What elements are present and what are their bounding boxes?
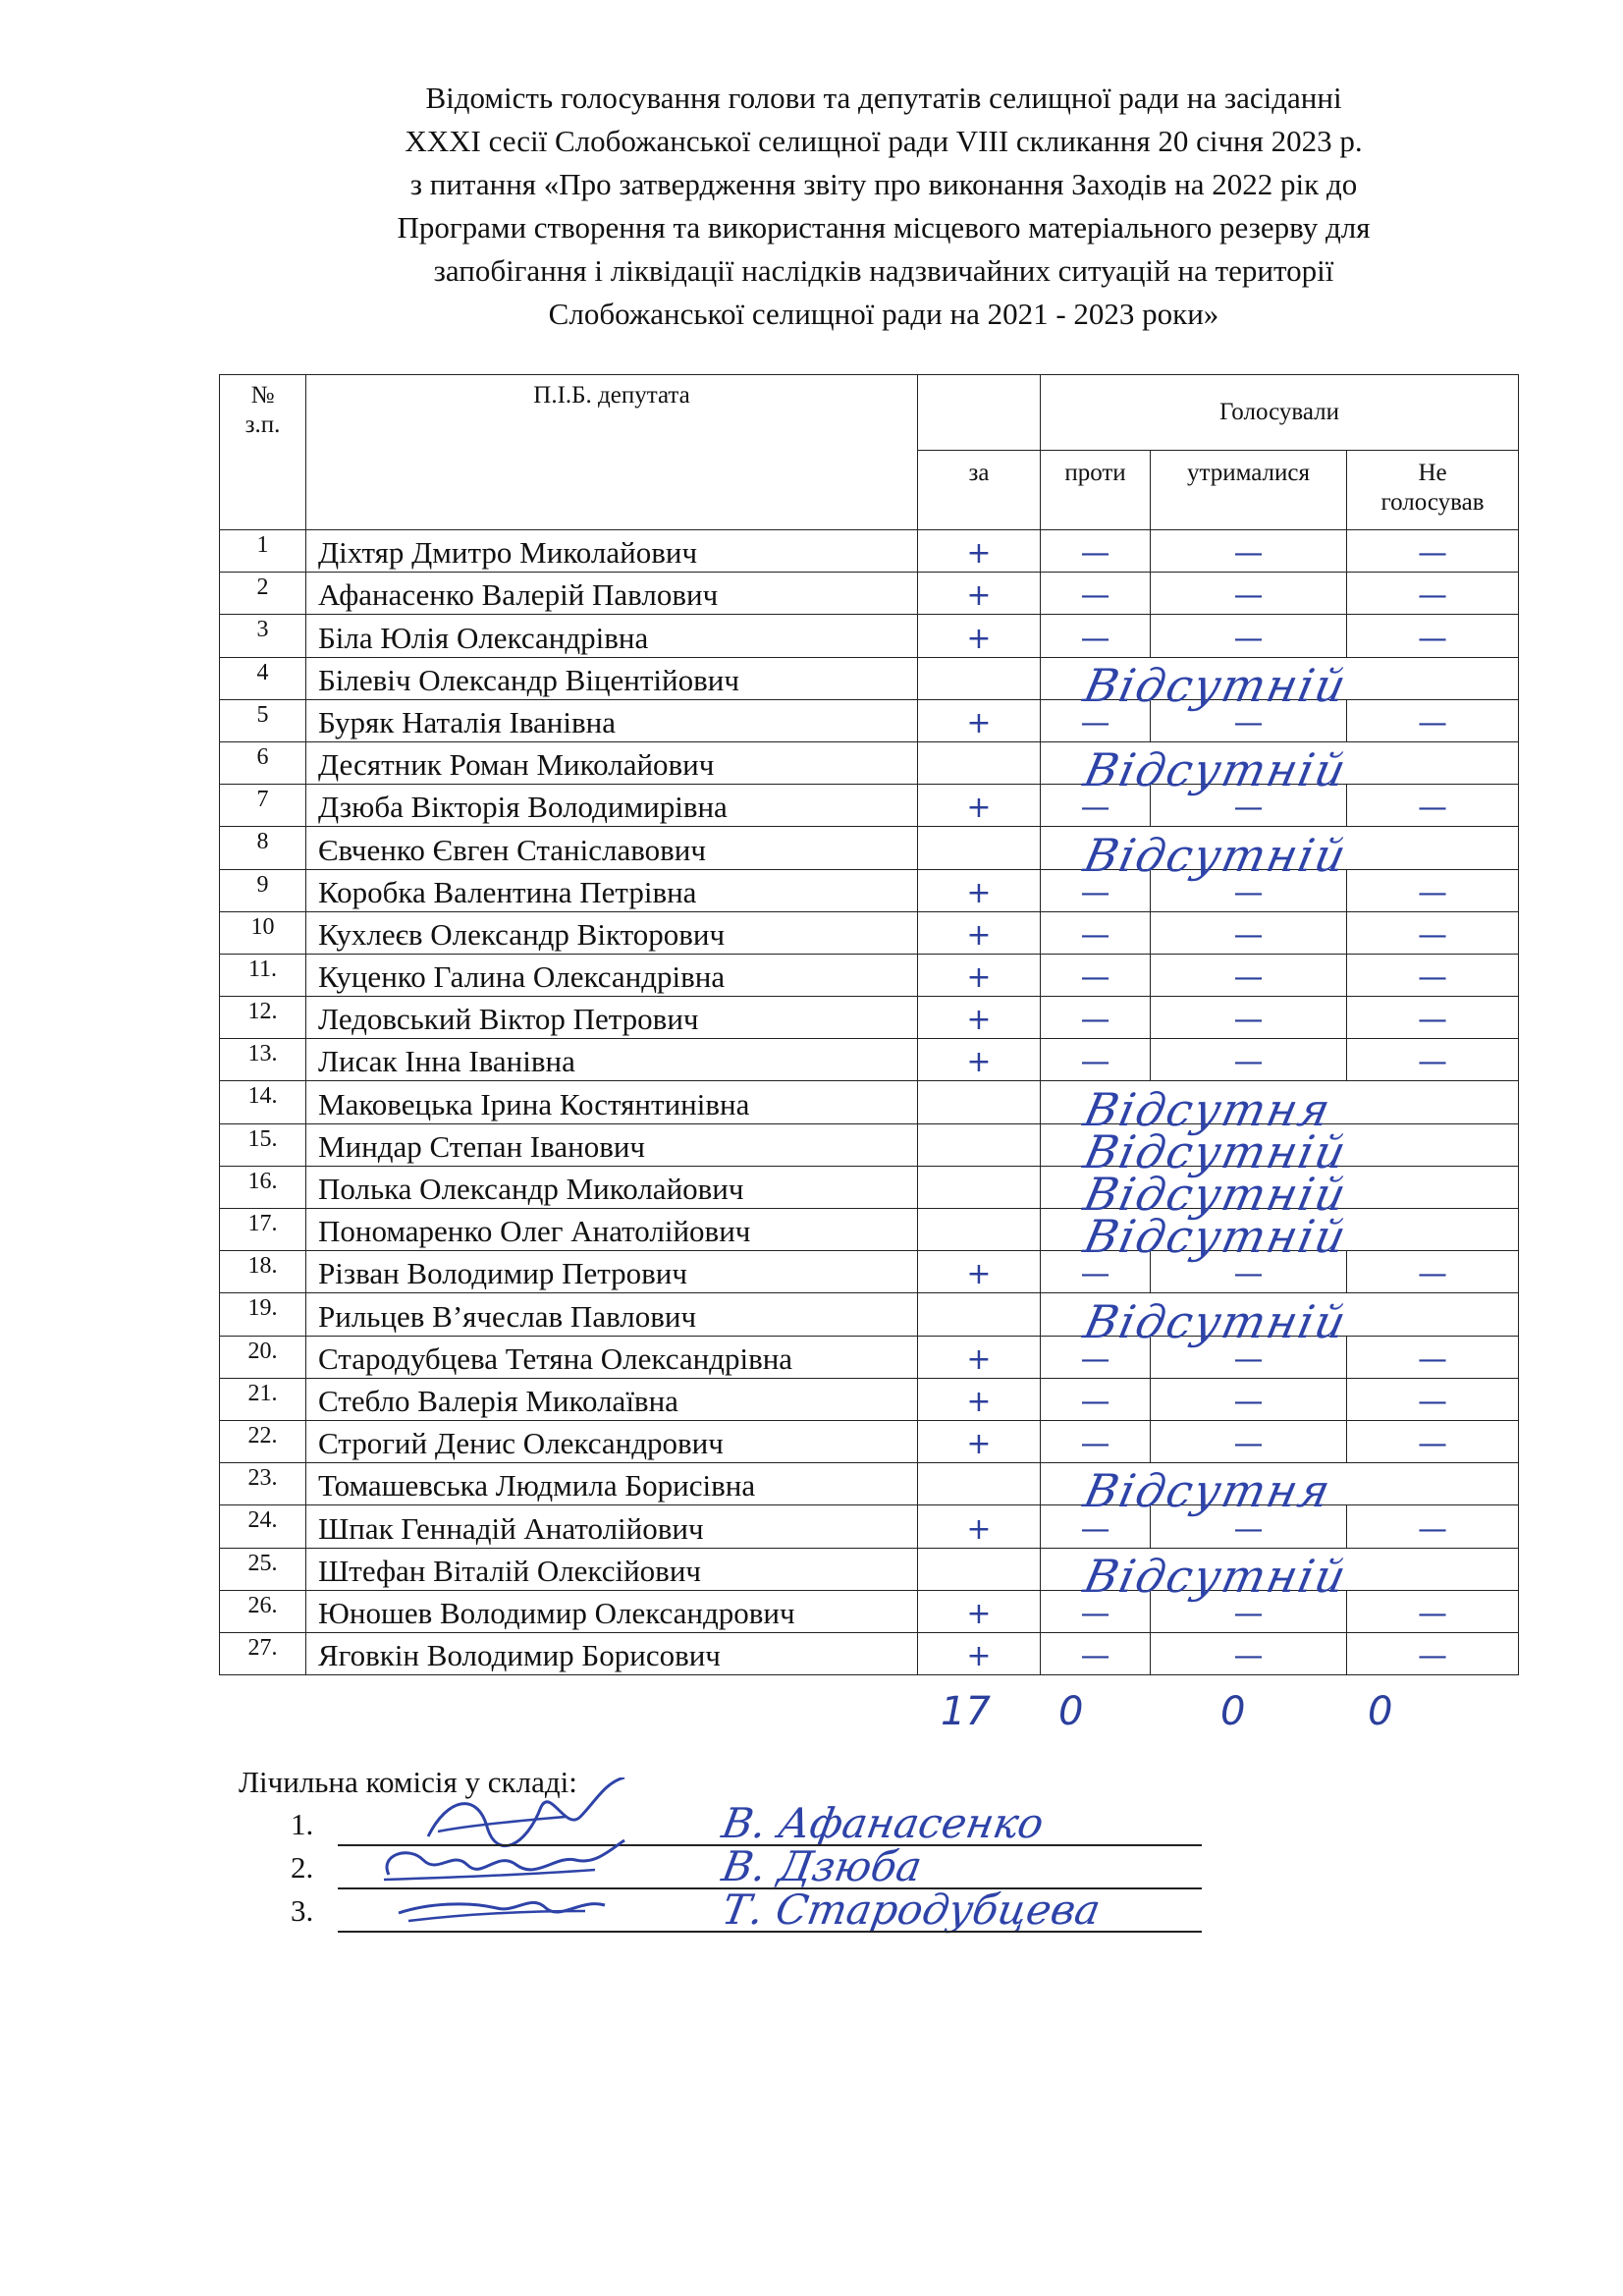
vote-against-mark: — bbox=[1041, 1251, 1151, 1293]
vote-against-mark: — bbox=[1041, 997, 1151, 1039]
row-number: 15. bbox=[220, 1123, 306, 1166]
voting-table bbox=[219, 374, 1519, 1675]
deputy-name: Яговкін Володимир Борисович bbox=[306, 1632, 918, 1674]
vote-not-voted-mark: — bbox=[1347, 1336, 1519, 1378]
document-title bbox=[226, 77, 1542, 336]
vote-against-mark: — bbox=[1041, 615, 1151, 657]
vote-not-voted-mark: — bbox=[1347, 699, 1519, 741]
row-number: 3 bbox=[220, 615, 306, 657]
row-number: 11. bbox=[220, 954, 306, 996]
vote-abstained-mark: — bbox=[1151, 869, 1347, 911]
vote-not-voted-mark: — bbox=[1347, 530, 1519, 573]
absent-note-cell bbox=[1041, 827, 1519, 882]
row-number: 4 bbox=[220, 657, 306, 699]
vote-for-mark: + bbox=[918, 911, 1041, 954]
deputy-name: Десятник Роман Миколайович bbox=[306, 741, 918, 784]
absent-note-cell bbox=[1041, 1293, 1519, 1348]
table-row bbox=[220, 997, 1519, 1039]
header-empty-cell bbox=[918, 375, 1041, 451]
total-for: 17 bbox=[941, 1689, 991, 1734]
vote-not-voted-mark: — bbox=[1347, 1505, 1519, 1548]
absent-note-cell bbox=[1041, 741, 1519, 797]
vote-for-cell bbox=[918, 1123, 1041, 1166]
member-number: 3. bbox=[291, 1893, 314, 1928]
vote-abstained-mark: — bbox=[1151, 573, 1347, 615]
deputy-name: Пономаренко Олег Анатолійович bbox=[306, 1209, 918, 1251]
deputy-name: Шпак Геннадій Анатолійович bbox=[306, 1505, 918, 1548]
table-row bbox=[220, 1378, 1519, 1420]
vote-abstained-mark: — bbox=[1151, 1505, 1347, 1548]
vote-for-mark: + bbox=[918, 869, 1041, 911]
deputy-name: Стебло Валерія Миколаївна bbox=[306, 1378, 918, 1420]
row-number: 23. bbox=[220, 1463, 306, 1505]
vote-against-mark: — bbox=[1041, 869, 1151, 911]
absent-note: Відсутній bbox=[1079, 1168, 1353, 1221]
header-number bbox=[220, 375, 306, 530]
table-row bbox=[220, 615, 1519, 657]
table-row bbox=[220, 1632, 1519, 1674]
table-row bbox=[220, 1166, 1519, 1208]
vote-abstained-mark: — bbox=[1151, 1336, 1347, 1378]
deputy-name: Маковецька Ірина Костянтинівна bbox=[306, 1081, 918, 1123]
absent-note: Відсутній bbox=[1079, 828, 1353, 882]
vote-abstained-mark: — bbox=[1151, 530, 1347, 573]
vote-against-mark: — bbox=[1041, 1505, 1151, 1548]
deputy-name: Дзюба Вікторія Володимирівна bbox=[306, 785, 918, 827]
vote-for-mark: + bbox=[918, 699, 1041, 741]
row-number: 22. bbox=[220, 1420, 306, 1462]
vote-not-voted-mark: — bbox=[1347, 1420, 1519, 1462]
vote-abstained-mark: — bbox=[1151, 997, 1347, 1039]
vote-against-mark: — bbox=[1041, 1632, 1151, 1674]
table-row bbox=[220, 1548, 1519, 1590]
deputy-name: Кухлеєв Олександр Вікторович bbox=[306, 911, 918, 954]
voting-table-body bbox=[220, 530, 1519, 1675]
deputy-name: Євченко Євген Станіславович bbox=[306, 827, 918, 869]
vote-abstained-mark: — bbox=[1151, 1251, 1347, 1293]
header-not-voted-line2: голосував bbox=[1380, 489, 1485, 516]
deputy-name: Стародубцева Тетяна Олександрівна bbox=[306, 1336, 918, 1378]
vote-for-mark: + bbox=[918, 1378, 1041, 1420]
header-not-voted-line1: Не bbox=[1418, 460, 1447, 486]
absent-note-cell bbox=[1041, 1081, 1519, 1136]
row-number: 21. bbox=[220, 1378, 306, 1420]
vote-for-mark: + bbox=[918, 1590, 1041, 1632]
row-number: 13. bbox=[220, 1039, 306, 1081]
deputy-name: Буряк Наталія Іванівна bbox=[306, 699, 918, 741]
row-number: 2 bbox=[220, 573, 306, 615]
deputy-name: Томашевська Людмила Борисівна bbox=[306, 1463, 918, 1505]
vote-abstained-mark: — bbox=[1151, 1590, 1347, 1632]
total-against: 0 bbox=[1058, 1689, 1084, 1734]
row-number: 8 bbox=[220, 827, 306, 869]
row-number: 17. bbox=[220, 1209, 306, 1251]
title-line: Відомість голосування голови та депутатів селищної ради на засіданні bbox=[425, 81, 1342, 115]
deputy-name: Штефан Віталій Олексійович bbox=[306, 1548, 918, 1590]
table-row bbox=[220, 1123, 1519, 1166]
deputy-name: Білевіч Олександр Віцентійович bbox=[306, 657, 918, 699]
vote-for-cell bbox=[918, 1293, 1041, 1336]
absent-note-cell bbox=[1041, 1209, 1519, 1264]
vote-not-voted-mark: — bbox=[1347, 1378, 1519, 1420]
absent-note: Відсутній bbox=[1079, 1210, 1353, 1264]
absent-note-cell bbox=[1041, 1166, 1519, 1221]
header-voted: Голосували bbox=[1041, 375, 1519, 451]
commission-member-3 bbox=[291, 1886, 1204, 1937]
table-row bbox=[220, 954, 1519, 996]
row-number: 10 bbox=[220, 911, 306, 954]
vote-for-mark: + bbox=[918, 785, 1041, 827]
deputy-name: Діхтяр Дмитро Миколайович bbox=[306, 530, 918, 573]
vote-for-mark: + bbox=[918, 530, 1041, 573]
vote-abstained-mark: — bbox=[1151, 954, 1347, 996]
vote-not-voted-mark: — bbox=[1347, 615, 1519, 657]
title-line: XXXI сесії Слобожанської селищної ради VIII скликання 20 січня 2023 р. bbox=[405, 124, 1363, 158]
vote-against-mark: — bbox=[1041, 1378, 1151, 1420]
vote-for-mark: + bbox=[918, 997, 1041, 1039]
header-number-line2: з.п. bbox=[244, 411, 281, 438]
vote-against-mark: — bbox=[1041, 911, 1151, 954]
vote-against-mark: — bbox=[1041, 785, 1151, 827]
vote-against-mark: — bbox=[1041, 699, 1151, 741]
vote-against-mark: — bbox=[1041, 573, 1151, 615]
vote-not-voted-mark: — bbox=[1347, 869, 1519, 911]
table-row bbox=[220, 1293, 1519, 1336]
absent-note: Відсутня bbox=[1079, 1464, 1337, 1518]
member-number: 2. bbox=[291, 1850, 314, 1885]
table-row bbox=[220, 1420, 1519, 1462]
row-number: 1 bbox=[220, 530, 306, 573]
row-number: 14. bbox=[220, 1081, 306, 1123]
vote-for-mark: + bbox=[918, 1420, 1041, 1462]
vote-against-mark: — bbox=[1041, 1039, 1151, 1081]
vote-for-cell bbox=[918, 827, 1041, 869]
vote-for-mark: + bbox=[918, 573, 1041, 615]
vote-not-voted-mark: — bbox=[1347, 1632, 1519, 1674]
row-number: 24. bbox=[220, 1505, 306, 1548]
member-handwritten-name: В. Афанасенко bbox=[718, 1799, 1048, 1847]
deputy-name: Строгий Денис Олександрович bbox=[306, 1420, 918, 1462]
member-handwritten-name: Т. Стародубцева bbox=[718, 1886, 1105, 1934]
vote-for-cell bbox=[918, 1209, 1041, 1251]
deputy-name: Куценко Галина Олександрівна bbox=[306, 954, 918, 996]
absent-note: Відсутній bbox=[1079, 1294, 1353, 1348]
row-number: 18. bbox=[220, 1251, 306, 1293]
vote-abstained-mark: — bbox=[1151, 615, 1347, 657]
deputy-name: Афанасенко Валерій Павлович bbox=[306, 573, 918, 615]
row-number: 19. bbox=[220, 1293, 306, 1336]
title-line: з питання «Про затвердження звіту про виконання Заходів на 2022 рік до bbox=[409, 167, 1358, 201]
vote-for-cell bbox=[918, 741, 1041, 784]
vote-for-mark: + bbox=[918, 1632, 1041, 1674]
deputy-name: Миндар Степан Іванович bbox=[306, 1123, 918, 1166]
title-line: Програми створення та використання місцевого матеріального резерву для bbox=[397, 210, 1371, 245]
deputy-name: Коробка Валентина Петрівна bbox=[306, 869, 918, 911]
absent-note-cell bbox=[1041, 657, 1519, 712]
row-number: 25. bbox=[220, 1548, 306, 1590]
vote-for-mark: + bbox=[918, 1251, 1041, 1293]
header-for: за bbox=[918, 451, 1041, 530]
deputy-name: Юношев Володимир Олександрович bbox=[306, 1590, 918, 1632]
total-abstained: 0 bbox=[1220, 1689, 1246, 1734]
table-row bbox=[220, 827, 1519, 869]
row-number: 9 bbox=[220, 869, 306, 911]
vote-abstained-mark: — bbox=[1151, 1632, 1347, 1674]
header-name: П.І.Б. депутата bbox=[306, 375, 918, 530]
absent-note-cell bbox=[1041, 1548, 1519, 1603]
deputy-name: Біла Юлія Олександрівна bbox=[306, 615, 918, 657]
row-number: 5 bbox=[220, 699, 306, 741]
vote-abstained-mark: — bbox=[1151, 1420, 1347, 1462]
row-number: 16. bbox=[220, 1166, 306, 1208]
vote-against-mark: — bbox=[1041, 1336, 1151, 1378]
table-row bbox=[220, 1039, 1519, 1081]
table-row bbox=[220, 1463, 1519, 1505]
vote-against-mark: — bbox=[1041, 954, 1151, 996]
vote-not-voted-mark: — bbox=[1347, 997, 1519, 1039]
vote-abstained-mark: — bbox=[1151, 1039, 1347, 1081]
vote-for-cell bbox=[918, 1463, 1041, 1505]
row-number: 26. bbox=[220, 1590, 306, 1632]
commission-label: Лічильна комісія у складі: bbox=[239, 1765, 577, 1799]
row-number: 20. bbox=[220, 1336, 306, 1378]
member-handwritten-name: В. Дзюба bbox=[718, 1842, 926, 1890]
absent-note: Відсутній bbox=[1079, 743, 1353, 797]
row-number: 7 bbox=[220, 785, 306, 827]
deputy-name: Різван Володимир Петрович bbox=[306, 1251, 918, 1293]
vote-not-voted-mark: — bbox=[1347, 785, 1519, 827]
vote-for-mark: + bbox=[918, 1505, 1041, 1548]
member-number: 1. bbox=[291, 1807, 314, 1841]
vote-for-cell bbox=[918, 657, 1041, 699]
vote-abstained-mark: — bbox=[1151, 911, 1347, 954]
table-row bbox=[220, 741, 1519, 784]
vote-for-cell bbox=[918, 1081, 1041, 1123]
vote-for-mark: + bbox=[918, 1336, 1041, 1378]
deputy-name: Полька Олександр Миколайович bbox=[306, 1166, 918, 1208]
header-against: проти bbox=[1041, 451, 1151, 530]
vote-for-mark: + bbox=[918, 1039, 1041, 1081]
absent-note: Відсутній bbox=[1079, 658, 1353, 712]
deputy-name: Ледовський Віктор Петрович bbox=[306, 997, 918, 1039]
vote-abstained-mark: — bbox=[1151, 1378, 1347, 1420]
vote-for-cell bbox=[918, 1166, 1041, 1208]
row-number: 27. bbox=[220, 1632, 306, 1674]
vote-not-voted-mark: — bbox=[1347, 911, 1519, 954]
vote-for-mark: + bbox=[918, 615, 1041, 657]
table-row bbox=[220, 911, 1519, 954]
title-line: запобігання і ліквідації наслідків надзвичайних ситуацій на території bbox=[433, 253, 1334, 288]
vote-abstained-mark: — bbox=[1151, 785, 1347, 827]
table-row bbox=[220, 657, 1519, 699]
row-number: 6 bbox=[220, 741, 306, 784]
table-row bbox=[220, 1209, 1519, 1251]
header-number-line1: № bbox=[250, 382, 275, 409]
table-row bbox=[220, 530, 1519, 573]
vote-for-mark: + bbox=[918, 954, 1041, 996]
header-abstained: утрималися bbox=[1151, 451, 1347, 530]
absent-note: Відсутній bbox=[1079, 1124, 1353, 1178]
absent-note: Відсутня bbox=[1079, 1082, 1337, 1136]
table-row bbox=[220, 573, 1519, 615]
total-not-voted: 0 bbox=[1368, 1689, 1393, 1734]
vote-against-mark: — bbox=[1041, 530, 1151, 573]
vote-against-mark: — bbox=[1041, 1420, 1151, 1462]
vote-for-cell bbox=[918, 1548, 1041, 1590]
vote-not-voted-mark: — bbox=[1347, 954, 1519, 996]
row-number: 12. bbox=[220, 997, 306, 1039]
vote-not-voted-mark: — bbox=[1347, 573, 1519, 615]
vote-not-voted-mark: — bbox=[1347, 1039, 1519, 1081]
absent-note-cell bbox=[1041, 1463, 1519, 1518]
vote-not-voted-mark: — bbox=[1347, 1590, 1519, 1632]
absent-note-cell bbox=[1041, 1123, 1519, 1178]
signature-line bbox=[338, 1931, 1202, 1933]
title-line: Слобожанської селищної ради на 2021 - 2023 роки» bbox=[548, 297, 1219, 331]
deputy-name: Рильцев В’ячеслав Павлович bbox=[306, 1293, 918, 1336]
vote-against-mark: — bbox=[1041, 1590, 1151, 1632]
header-not-voted bbox=[1347, 451, 1519, 530]
vote-abstained-mark: — bbox=[1151, 699, 1347, 741]
vote-not-voted-mark: — bbox=[1347, 1251, 1519, 1293]
deputy-name: Лисак Інна Іванівна bbox=[306, 1039, 918, 1081]
absent-note: Відсутній bbox=[1079, 1549, 1353, 1603]
table-row bbox=[220, 1081, 1519, 1123]
